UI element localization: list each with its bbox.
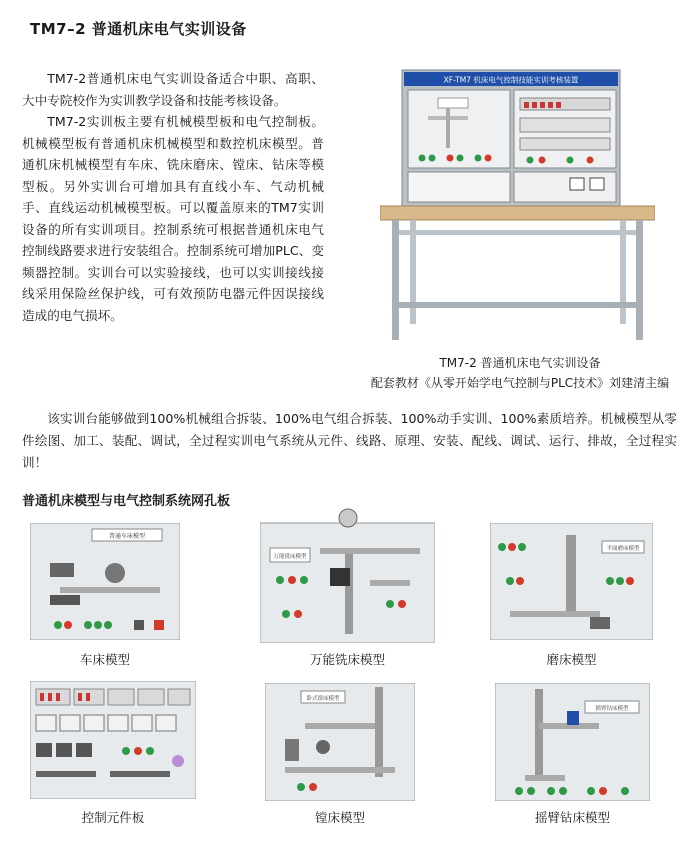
page-title: TM7–2 普通机床电气实训设备 bbox=[30, 20, 247, 38]
training-bench-photo bbox=[380, 68, 655, 348]
hero-caption: TM7-2 普通机床电气实训设备 bbox=[439, 356, 601, 370]
grinder-plate: 平面磨床模型 bbox=[606, 546, 640, 552]
boring-plate: 卧式镗床模型 bbox=[306, 696, 340, 702]
intro-paragraph-2: TM7-2实训板主要有机械模型板和电气控制板。机械模型板有普通机床机械模型和数控机床模型。普通机床机械模型有车床、铣床磨床、镗床、钻床等模型板。另外实训台可增加具有直线小车、气动机械手、直线运动机械模型板。可以覆盖原来的TM7实训设备的所有实训项目。控制系统可根据普通机床电气控制线路要求进行安装组合。控制系统可增加PLC、变频器控制。实训台可以实验接线，也可以实训接线接线采用保险丝保护线，可有效预防电器元件因误接线造成的电气损坏。 bbox=[22, 114, 324, 323]
lathe-plate: 普通车床模型 bbox=[108, 533, 146, 540]
boring-model-photo bbox=[265, 683, 415, 801]
drill-plate: 摇臂钻床模型 bbox=[595, 706, 629, 712]
features-paragraph bbox=[22, 408, 677, 474]
panel-label-milling: 万能铣床模型 bbox=[309, 652, 385, 667]
panel-label-boring: 镗床模型 bbox=[314, 810, 365, 825]
milling-plate: 万能铣床模型 bbox=[273, 554, 307, 560]
panel-label-drill: 摇臂钻床模型 bbox=[534, 810, 610, 825]
intro-paragraph-1: TM7-2普通机床电气实训设备适合中职、高职、大中专院校作为实训教学设备和技能考核设备。 bbox=[22, 71, 324, 108]
panel-label-grinder: 磨床模型 bbox=[546, 652, 597, 667]
grinder-model-photo bbox=[490, 523, 653, 640]
features-text: 该实训台能够做到100%机械组合拆装、100%电气组合拆装、100%动手实训、100%素质培养。机械模型从零件绘图、加工、装配、调试，全过程实训电气系统从元件、线路、原理、安装、配线、调试、运行、排故，全过程实训！ bbox=[22, 411, 677, 470]
milling-model-photo bbox=[260, 508, 435, 643]
hero-textbook-caption: 配套教材《从零开始学电气控制与PLC技术》刘建清主编 bbox=[370, 376, 670, 390]
bench-banner: XF-TM7 机床电气控制技能实训考核装置 bbox=[443, 75, 579, 85]
control-board-photo bbox=[30, 681, 196, 799]
radial-drill-model-photo bbox=[495, 683, 650, 801]
section-heading: 普通机床模型与电气控制系统网孔板 bbox=[22, 494, 231, 509]
intro-text bbox=[22, 68, 324, 326]
panel-label-control: 控制元件板 bbox=[81, 810, 145, 825]
panel-label-lathe: 车床模型 bbox=[79, 652, 130, 667]
lathe-model-photo bbox=[30, 523, 180, 640]
